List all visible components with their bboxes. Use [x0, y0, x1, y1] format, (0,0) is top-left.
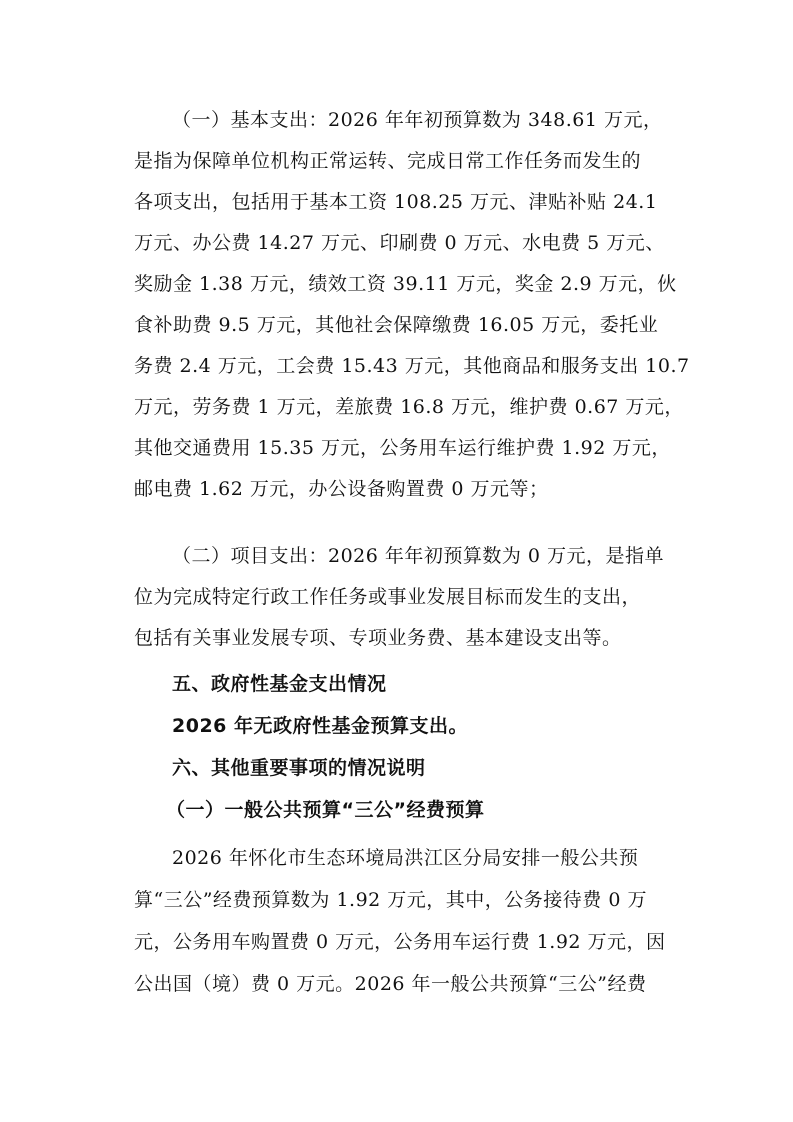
project-expenditure-line-1: （二）项目支出：2026 年年初预算数为 0 万元，是指单 — [172, 545, 665, 567]
basic-expenditure-line-6: 食补助费 9.5 万元，其他社会保障缴费 16.05 万元，委托业 — [134, 314, 659, 336]
section-5-body: 2026 年无政府性基金预算支出。 — [172, 715, 468, 737]
basic-expenditure-line-1: （一）基本支出：2026 年年初预算数为 348.61 万元， — [172, 109, 663, 131]
section-6-heading: 六、其他重要事项的情况说明 — [172, 757, 426, 779]
basic-expenditure-line-3: 各项支出，包括用于基本工资 108.25 万元、津贴补贴 24.1 — [134, 191, 658, 213]
sangong-line-1: 2026 年怀化市生态环境局洪江区分局安排一般公共预 — [172, 847, 639, 869]
project-expenditure-line-3: 包括有关事业发展专项、专项业务费、基本建设支出等。 — [134, 627, 622, 649]
basic-expenditure-line-5: 奖励金 1.38 万元，绩效工资 39.11 万元，奖金 2.9 万元，伙 — [134, 273, 677, 295]
project-expenditure-line-2: 位为完成特定行政工作任务或事业发展目标而发生的支出， — [134, 586, 642, 608]
basic-expenditure-line-9: 其他交通费用 15.35 万元，公务用车运行维护费 1.92 万元， — [134, 437, 671, 459]
basic-expenditure-line-8: 万元，劳务费 1 万元，差旅费 16.8 万元，维护费 0.67 万元， — [134, 396, 684, 418]
basic-expenditure-line-7: 务费 2.4 万元，工会费 15.43 万元，其他商品和服务支出 10.7 — [134, 355, 690, 377]
section-6-subheading: （一）一般公共预算“三公”经费预算 — [166, 799, 485, 821]
sangong-line-4: 公出国（境）费 0 万元。2026 年一般公共预算“三公”经费 — [134, 973, 647, 995]
basic-expenditure-line-4: 万元、办公费 14.27 万元、印刷费 0 万元、水电费 5 万元、 — [134, 232, 665, 254]
basic-expenditure-line-2: 是指为保障单位机构正常运转、完成日常工作任务而发生的 — [134, 150, 642, 172]
sangong-line-3: 元，公务用车购置费 0 万元，公务用车运行费 1.92 万元，因 — [134, 931, 666, 953]
section-5-heading: 五、政府性基金支出情况 — [172, 673, 387, 695]
sangong-line-2: 算“三公”经费预算数为 1.92 万元，其中，公务接待费 0 万 — [134, 889, 647, 911]
basic-expenditure-line-10: 邮电费 1.62 万元，办公设备购置费 0 万元等； — [134, 478, 549, 500]
